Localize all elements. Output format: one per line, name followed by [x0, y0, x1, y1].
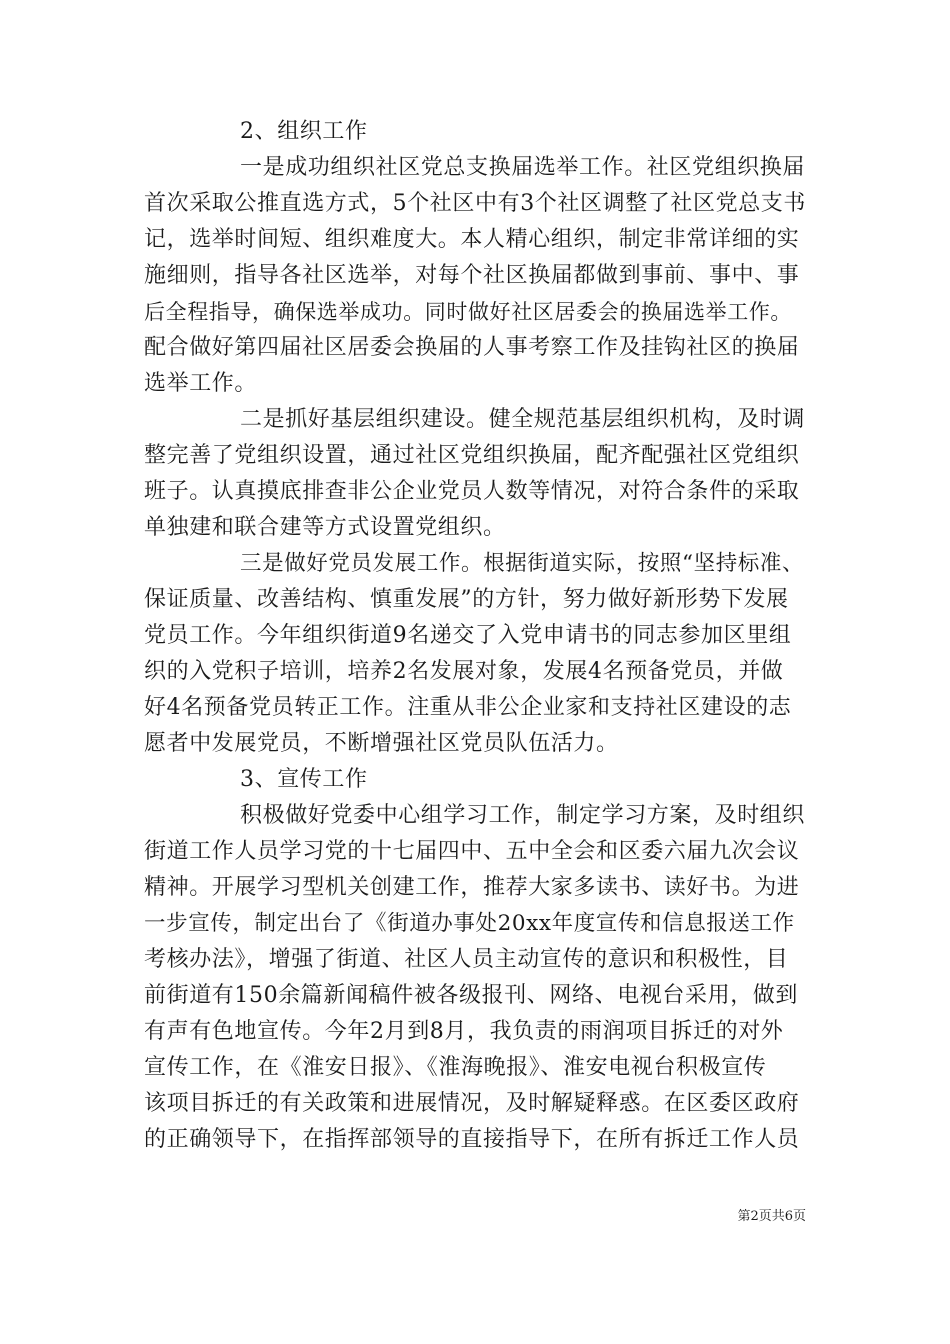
paragraph-line: 宣传工作，在《淮安日报》、《淮海晚报》、淮安电视台积极宣传	[144, 1055, 767, 1080]
paragraph-line: 后全程指导，确保选举成功。同时做好社区居委会的换届选举工作。	[144, 300, 792, 324]
paragraph-line: 愿者中发展党员，不断增强社区党员队伍活力。	[144, 731, 619, 756]
paragraph-line: 三是做好党员发展工作。根据街道实际，按照“坚持标准、	[240, 551, 805, 576]
paragraph-line: 的正确领导下，在指挥部领导的直接指导下，在所有拆迁工作人员	[144, 1127, 800, 1152]
section-heading-organization: 2、组织工作	[240, 119, 368, 144]
paragraph-line: 好4名预备党员转正工作。注重从非公企业家和支持社区建设的志	[144, 695, 792, 720]
paragraph-line: 选举工作。	[144, 371, 258, 396]
paragraph-line: 该项目拆迁的有关政策和进展情况，及时解疑释惑。在区委区政府	[144, 1091, 800, 1116]
paragraph-line: 记，选举时间短、组织难度大。本人精心组织，制定非常详细的实	[144, 227, 800, 252]
paragraph-line: 织的入党积子培训，培养2名发展对象，发展4名预备党员，并做	[144, 659, 784, 684]
paragraph-line: 党员工作。今年组织街道9名递交了入党申请书的同志参加区里组	[144, 623, 792, 648]
paragraph-line: 施细则，指导各社区选举，对每个社区换届都做到事前、事中、事	[144, 263, 800, 288]
paragraph-line: 精神。开展学习型机关创建工作，推荐大家多读书、读好书。为进	[144, 875, 800, 900]
paragraph-line: 一是成功组织社区党总支换届选举工作。社区党组织换届	[240, 155, 806, 180]
section-heading-publicity: 3、宣传工作	[240, 767, 368, 792]
paragraph-line: 首次采取公推直选方式，5个社区中有3个社区调整了社区党总支书	[144, 191, 806, 216]
paragraph-line: 前街道有150余篇新闻稿件被各级报刊、网络、电视台采用，做到	[144, 983, 798, 1008]
paragraph-line: 二是抓好基层组织建设。健全规范基层组织机构，及时调	[240, 407, 806, 432]
page-number-footer: 第2页共6页	[737, 1209, 806, 1224]
paragraph-line: 班子。认真摸底排查非公企业党员人数等情况，对符合条件的采取	[144, 479, 800, 504]
paragraph-line: 配合做好第四届社区居委会换届的人事考察工作及挂钩社区的换届	[144, 335, 800, 360]
document-body	[144, 114, 806, 1158]
paragraph-line: 单独建和联合建等方式设置党组织。	[144, 515, 506, 540]
paragraph-line: 街道工作人员学习党的十七届四中、五中全会和区委六届九次会议	[144, 839, 800, 864]
paragraph-line: 积极做好党委中心组学习工作，制定学习方案，及时组织	[240, 803, 806, 828]
paragraph-line: 一步宣传，制定出台了《街道办事处20xx年度宣传和信息报送工作	[144, 911, 795, 936]
paragraph-line: 考核办法》，增强了街道、社区人员主动宣传的意识和积极性，目	[144, 947, 789, 972]
paragraph-line: 保证质量、改善结构、慎重发展”的方针，努力做好新形势下发展	[144, 587, 789, 612]
paragraph-line: 有声有色地宣传。今年2月到8月，我负责的雨润项目拆迁的对外	[144, 1019, 784, 1044]
paragraph-line: 整完善了党组织设置，通过社区党组织换届，配齐配强社区党组织	[144, 443, 800, 468]
